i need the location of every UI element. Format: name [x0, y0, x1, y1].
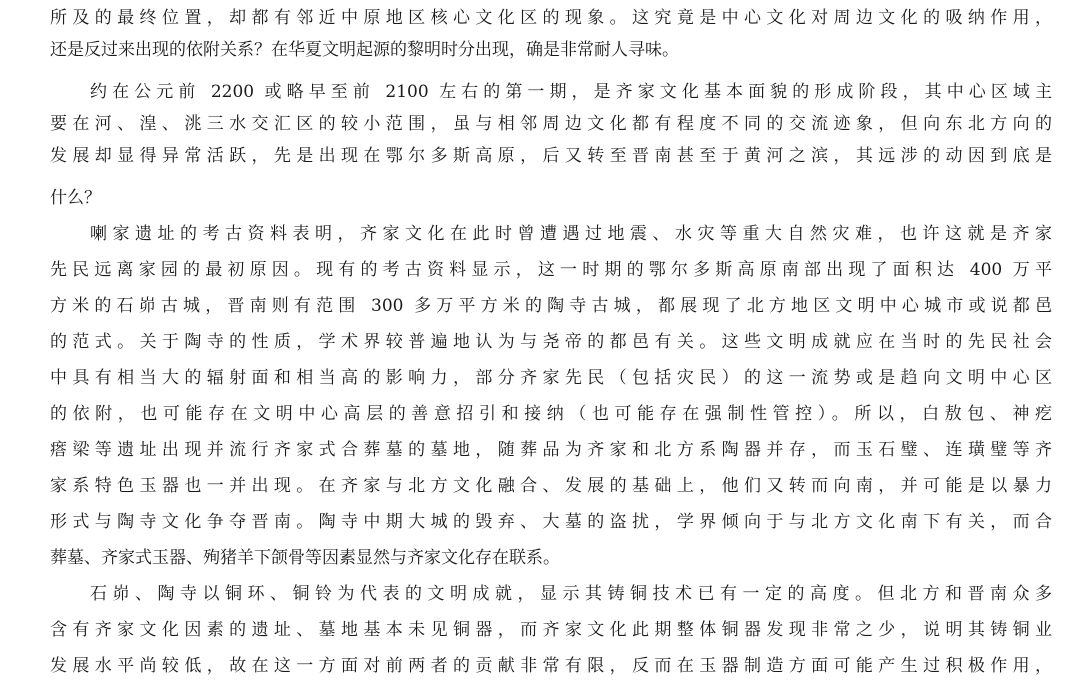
text-line: 的依附，也可能存在文明中心高层的善意招引和接纳（也可能存在强制性管控）。所以，白敖包、神疙	[50, 404, 1052, 424]
text-line: 发展却显得异常活跃，先是出现在鄂尔多斯高原，后又转至晋南甚至于黄河之滨，其远涉的动因到底是	[50, 146, 1052, 166]
text-line: 葬墓、齐家式玉器、殉猪羊下颌骨等因素显然与齐家文化存在联系。	[50, 548, 560, 568]
text-line: 石峁、陶寺以铜环、铜铃为代表的文明成就，显示其铸铜技术已有一定的高度。但北方和晋南众多	[90, 584, 1052, 604]
text-line: 约在公元前 2200 或略早至前 2100 左右的第一期，是齐家文化基本面貌的形成阶段，其中心区域主	[90, 82, 1052, 102]
text-line: 中具有相当大的辐射面和相当高的影响力，部分齐家先民（包括灾民）的这一流势或是趋向文明中心区	[50, 368, 1052, 388]
text-line: 发展水平尚较低，故在这一方面对前两者的贡献非常有限，反而在玉器制造方面可能产生过积极作用，	[50, 656, 1052, 676]
text-line: 喇家遗址的考古资料表明，齐家文化在此时曾遭遇过地震、水灾等重大自然灾难，也许这就是齐家	[90, 224, 1052, 244]
text-line: 方米的石峁古城，晋南则有范围 300 多万平方米的陶寺古城，都展现了北方地区文明中心城市或说都邑	[50, 296, 1052, 316]
text-line: 要在河、湟、洮三水交汇区的较小范围，虽与相邻周边文化都有程度不同的交流迹象，但向东北方向的	[50, 114, 1052, 134]
text-line: 瘩梁等遗址出现并流行齐家式合葬墓的墓地，随葬品为齐家和北方系陶器并存，而玉石璧、连璜璧等齐	[50, 440, 1052, 460]
text-line: 的范式。关于陶寺的性质，学术界较普遍地认为与尧帝的都邑有关。这些文明成就应在当时的先民社会	[50, 332, 1052, 352]
text-line: 形式与陶寺文化争夺晋南。陶寺中期大城的毁弃、大墓的盗扰，学界倾向于与北方文化南下有关，而合	[50, 512, 1052, 532]
text-line: 家系特色玉器也一并出现。在齐家与北方文化融合、发展的基础上，他们又转而向南，并可能是以暴力	[50, 476, 1052, 496]
text-line: 含有齐家文化因素的遗址、墓地基本未见铜器，而齐家文化此期整体铜器发现非常之少，说明其铸铜业	[50, 620, 1052, 640]
text-line: 先民远离家园的最初原因。现有的考古资料显示，这一时期的鄂尔多斯高原南部出现了面积达 400 万平	[50, 260, 1052, 280]
text-line: 还是反过来出现的依附关系？在华夏文明起源的黎明时分出现，确是非常耐人寻味。	[50, 40, 679, 60]
text-line: 所及的最终位置，却都有邻近中原地区核心文化区的现象。这究竟是中心文化对周边文化的吸纳作用，	[50, 8, 1052, 28]
text-line: 什么？	[50, 188, 101, 208]
